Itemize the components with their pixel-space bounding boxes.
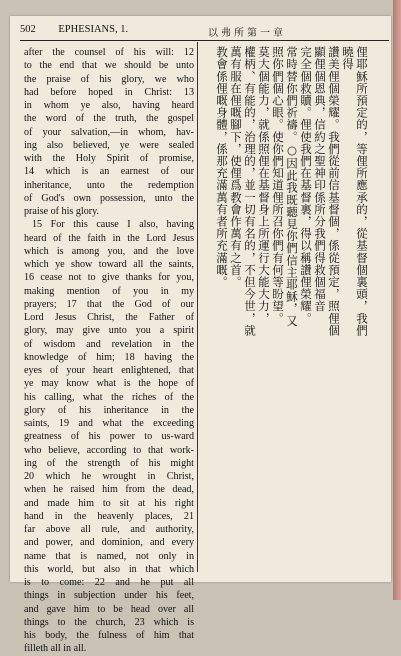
chinese-text-column-line: 照你們個心眼。使你們知道俚所召你們有何等盼望。 — [271, 46, 285, 325]
header-left — [20, 24, 128, 35]
english-text-line: of your salvation,—in whom, hav- — [24, 126, 194, 138]
chinese-text-column-line: 俚耶穌所預定的，等俚所應承的，從基督個裏頭，我們曉得 — [341, 46, 369, 337]
english-text-line: this world, but also in that which — [24, 563, 194, 575]
english-text-line: his body, the fulness of him that — [24, 630, 194, 641]
english-text-line: and gave him to be head over all — [24, 603, 194, 615]
chinese-text-column — [201, 46, 369, 346]
english-text-line: making mention of you in my — [24, 285, 194, 297]
english-text-line: after the counsel of his will: 12 — [24, 47, 194, 58]
english-text-line: knowledge of him; 18 having the — [24, 351, 194, 363]
chinese-text-column-line: 常時替你們祈禱。○因此我既聽見你們信主耶穌，又 — [285, 46, 299, 327]
english-text-line: when he raised him from the dead, — [24, 484, 194, 496]
chinese-text-column-line: 顯俚個恩典，信約之聖神印係所分我們得救個福音 — [313, 46, 327, 313]
english-text-line: the praise of his glory, we who — [24, 73, 194, 85]
column-divider — [197, 42, 198, 572]
chinese-text-column-line: 權柄、有能的，治理的，並一切有名的，不但今世，就 — [243, 46, 257, 337]
english-text-line: far above all rule, and authority, — [24, 524, 194, 535]
english-text-line: ye may know what is the hope of — [24, 378, 194, 390]
english-text-line: which is among you, and the love — [24, 245, 194, 257]
english-text-line: who believe, according to that work- — [24, 444, 194, 456]
english-text-line: ing also believed, ye were sealed — [24, 139, 194, 151]
english-text-line: saints, 19 and what the exceeding — [24, 418, 194, 429]
english-text-line: is to come: 22 and he put all — [24, 577, 194, 588]
english-text-line: of God's own possession, unto the — [24, 192, 194, 204]
english-text-line: with the Holy Spirit of promise, — [24, 153, 194, 164]
chinese-title: 以弗所第一章 — [208, 28, 286, 39]
english-text-line: and made him to sit at his right — [24, 497, 194, 509]
english-text-column — [24, 46, 194, 656]
english-text-line: 15 For this cause I also, having — [32, 219, 194, 231]
chinese-text-column-line: 完全個救贖。俚使我們在基督裏，得以稱讚俚榮耀。 — [299, 46, 313, 325]
english-text-line: had before hoped in Christ: 13 — [24, 86, 194, 98]
english-text-line: glory of his inheritance in the — [24, 404, 194, 416]
english-text-line: Lord Jesus Christ, the Father of — [24, 312, 194, 323]
english-text-line: in whom ye also, having heard — [24, 100, 194, 111]
english-text-line: which ye show toward all the saints, — [24, 259, 194, 270]
english-text-line: to the end that we should be unto — [24, 60, 194, 72]
english-text-line: glory, may give unto you a spirit — [24, 325, 194, 337]
english-text-line: eyes of your heart enlightened, that — [24, 365, 194, 376]
english-text-line: heard of the faith in the Lord Jesus — [24, 232, 194, 244]
english-text-line: greatness of his power to us-ward — [24, 431, 194, 443]
english-text-line: things in subjection under his feet, — [24, 590, 194, 602]
english-text-line: prayers; 17 that the God of our — [24, 298, 194, 310]
chinese-text-column-line: 莫大個能力，就係照俚在基督身上所運行大能大力， — [257, 46, 271, 325]
page-number: 502 — [20, 24, 36, 35]
book-spine-edge — [393, 0, 401, 600]
english-text-line: ing of the strength of his might — [24, 457, 194, 469]
english-text-line: name that is named, not only in — [24, 550, 194, 562]
english-text-line: praise of his glory. — [24, 206, 100, 217]
english-text-line: inheritance, unto the redemption — [24, 179, 194, 191]
page-header — [20, 24, 389, 41]
english-text-line: 14 which is an earnest of our — [24, 166, 194, 178]
english-text-line: the word of the truth, the gospel — [24, 113, 194, 125]
english-text-line: and power, and dominion, and every — [24, 537, 194, 549]
english-text-line: hand in the heavenly places, 21 — [24, 510, 194, 522]
english-text-line: of wisdom and revelation in the — [24, 338, 194, 350]
chinese-text-column-line: 教會係俚嘅身體，係那充滿萬有者所充滿嘅。 — [215, 46, 229, 288]
english-text-line: filleth all in all. — [24, 643, 87, 655]
english-text-line: 20 which he wrought in Christ, — [24, 471, 194, 482]
chinese-text-column-line: 萬有服在俚嘅腳下，使俚爲教會作萬有之首。 — [229, 46, 243, 288]
english-text-line: things to the church, 23 which is — [24, 616, 194, 628]
book-title: EPHESIANS, 1. — [58, 24, 129, 35]
english-text-line: 16 cease not to give thanks for you, — [24, 272, 194, 284]
english-text-line: his calling, what the riches of the — [24, 391, 194, 403]
chinese-text-column-line: 讚美俚個榮耀。我們從前信基督個，係從預定，照俚個 — [327, 46, 341, 337]
